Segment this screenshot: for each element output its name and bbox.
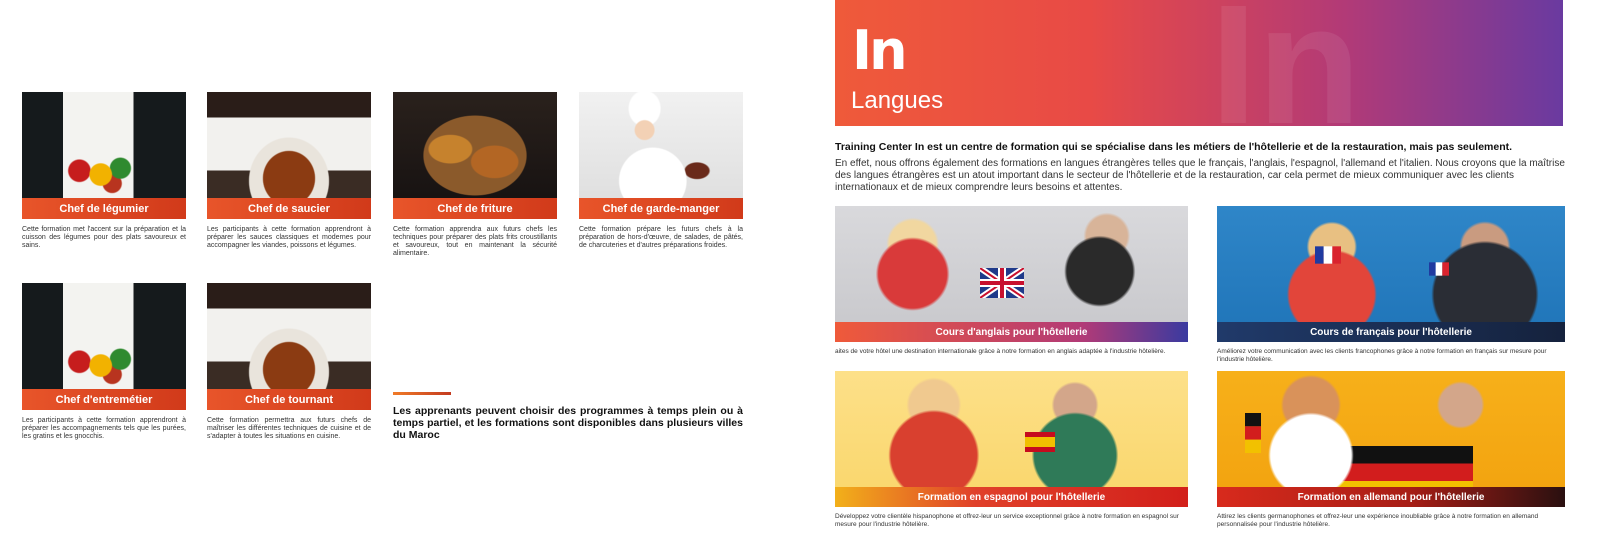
language-card-english	[835, 206, 1188, 356]
fried-platter-photo	[393, 92, 557, 219]
chef-card-title: Chef de légumier	[22, 198, 186, 219]
chef-card-saucier	[207, 92, 371, 250]
language-card-title: Formation en espagnol pour l'hôtellerie	[835, 487, 1188, 507]
students-english-photo	[835, 206, 1188, 342]
programs-note: Les apprenants peuvent choisir des programmes à temps plein ou à temps partiel, et les formations sont disponibles dans plusieurs villes du Maroc	[393, 405, 743, 441]
language-card-description: Développez votre clientèle hispanophone et offrez-leur un service exceptionnel grâce à notre formation en espagnol sur mesure pour l'industrie hôtelière.	[835, 513, 1179, 528]
language-card-title: Cours de français pour l'hôtellerie	[1217, 322, 1565, 342]
language-card-title: Cours d'anglais pour l'hôtellerie	[835, 322, 1188, 342]
roast-tray-photo	[207, 92, 371, 219]
france-flag-icon	[1429, 262, 1449, 276]
uk-flag-icon	[980, 268, 1024, 298]
chef-card-legumier	[22, 92, 186, 250]
chef-card-title: Chef d'entremétier	[22, 389, 186, 410]
chef-card-description: Cette formation permettra aux futurs chefs de maîtriser les différentes techniques de cuisine et de s'adapter à toutes les situations en cuisine.	[207, 417, 371, 440]
page-title: Langues	[851, 87, 944, 114]
students-german-photo	[1217, 371, 1565, 507]
intro-headline: Training Center In est un centre de formation qui se spécialise dans les métiers de l'hôtellerie et de la restauration, mais pas seulement.	[835, 141, 1513, 153]
language-card-description: Améliorez votre communication avec les clients francophones grâce à notre formation en français sur mesure pour l'industrie hôtelière.	[1217, 348, 1547, 363]
chef-card-description: Cette formation apprendra aux futurs chefs les techniques pour préparer des plats frits croustillants et savoureux, tout en maintenant la sécurité alimentaire.	[393, 226, 557, 257]
langues-banner	[835, 0, 1563, 126]
vegetables-basket-photo	[22, 92, 186, 219]
chef-card-friture	[393, 92, 557, 258]
language-card-french	[1217, 206, 1565, 363]
students-spanish-photo	[835, 371, 1188, 507]
chef-card-garde-manger	[579, 92, 743, 250]
chef-card-title: Chef de saucier	[207, 198, 371, 219]
roast-tray-photo	[207, 283, 371, 410]
chef-card-description: Cette formation prépare les futurs chefs à la préparation de hors-d'œuvre, de salades, de pâtés, de charcuteries et d'autres préparations froides.	[579, 226, 743, 249]
chef-card-title: Chef de tournant	[207, 389, 371, 410]
language-card-spanish	[835, 371, 1188, 528]
students-french-photo	[1217, 206, 1565, 342]
language-card-german	[1217, 371, 1565, 528]
logo-watermark: In	[1210, 0, 1362, 126]
germany-flag-icon	[1245, 413, 1261, 453]
chef-card-title: Chef de friture	[393, 198, 557, 219]
accent-bar	[393, 392, 451, 395]
spain-flag-icon	[1025, 431, 1055, 453]
chef-card-entremetier	[22, 283, 186, 441]
chef-card-tournant	[207, 283, 371, 441]
language-card-description: Attirez les clients germanophones et offrez-leur une expérience inoubliable grâce à notre formation en allemand personnalisée pour l'industrie hôtelière.	[1217, 513, 1539, 528]
chef-card-title: Chef de garde-manger	[579, 198, 743, 219]
chef-card-description: Cette formation met l'accent sur la préparation et la cuisson des légumes pour des plats savoureux et sains.	[22, 226, 186, 249]
chef-card-description: Les participants à cette formation apprendront à préparer les sauces classiques et modernes pour accompagner les viandes, poissons et légumes.	[207, 226, 371, 249]
france-flag-icon	[1315, 246, 1341, 264]
chef-portrait-photo	[579, 92, 743, 219]
language-card-description: aites de votre hôtel une destination internationale grâce à notre formation en anglais adaptée à l'industrie hôtelière.	[835, 348, 1166, 355]
language-card-title: Formation en allemand pour l'hôtellerie	[1217, 487, 1565, 507]
chef-card-description: Les participants à cette formation apprendront à préparer les accompagnements tels que les purées, les gratins et les gnocchis.	[22, 417, 186, 440]
brand-logo: In	[852, 19, 905, 82]
intro-paragraph: En effet, nous offrons également des formations en langues étrangères telles que le français, l'anglais, l'espagnol, l'allemand et l'italien. Nous croyons que la maîtrise des langues étrangères est un atout important dans le secteur de l'hôtellerie et de la restauration, car cela permet de mieux communiquer avec les clients internationaux et de mieux comprendre leurs besoins et attentes.	[835, 158, 1565, 193]
vegetables-basket-photo	[22, 283, 186, 410]
